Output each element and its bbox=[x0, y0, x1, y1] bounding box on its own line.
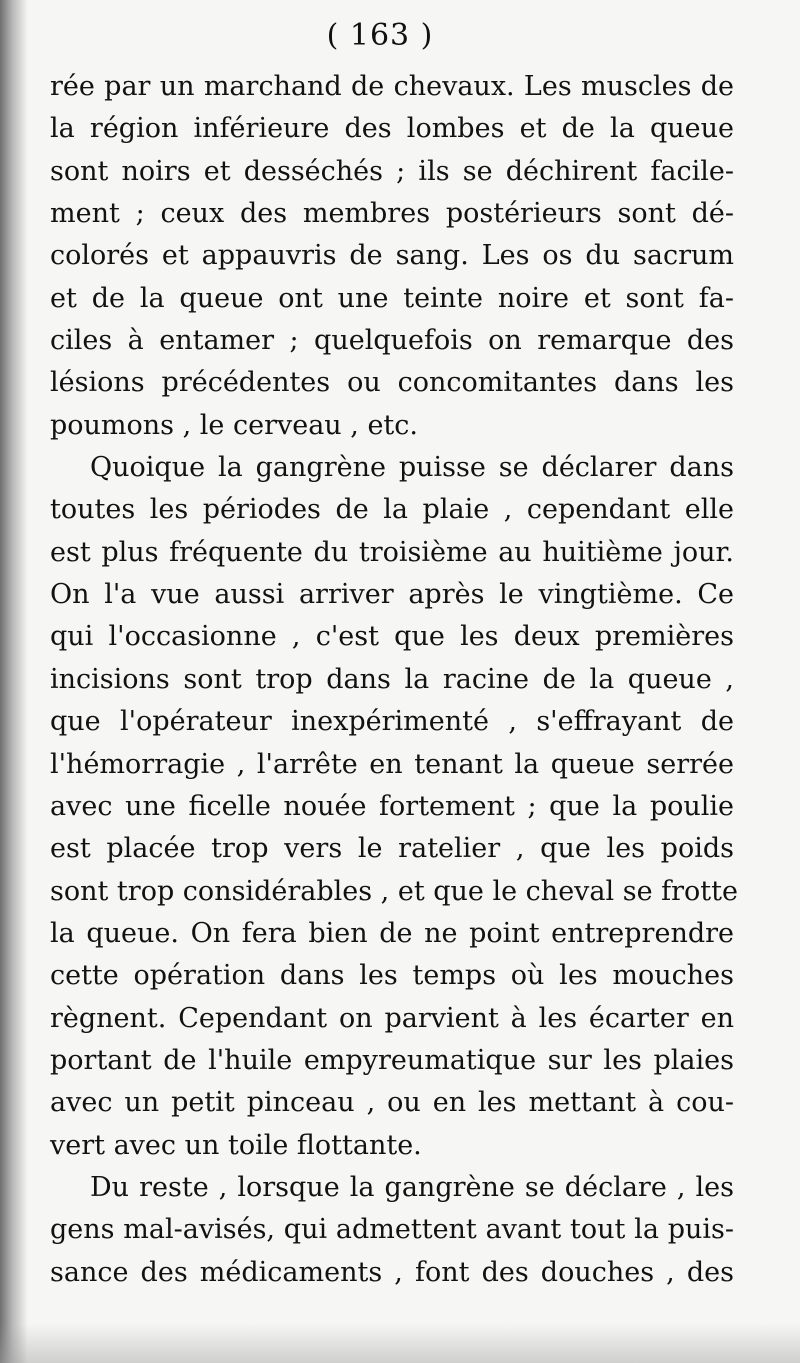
text-line: toutes les périodes de la plaie , cependant elle bbox=[50, 494, 734, 526]
text-line: portant de l'huile empyreumatique sur les plaies bbox=[50, 1044, 734, 1076]
text-line: avec une ficelle nouée fortement ; que la poulie bbox=[50, 790, 734, 822]
text-line: la queue. On fera bien de ne point entreprendre bbox=[50, 917, 734, 949]
text-line: qui l'occasionne , c'est que les deux premières bbox=[50, 621, 734, 653]
text-line: est placée trop vers le ratelier , que les poids bbox=[50, 833, 734, 865]
text-line: poumons , le cerveau , etc. bbox=[50, 409, 418, 441]
text-line: colorés et appauvris de sang. Les os du sacrum bbox=[50, 240, 734, 272]
text-line: vert avec un toile flottante. bbox=[50, 1129, 422, 1161]
text-line: la région inférieure des lombes et de la queue bbox=[50, 113, 734, 145]
body-text bbox=[50, 66, 738, 1294]
text-line: incisions sont trop dans la racine de la queue , bbox=[50, 663, 734, 695]
page-binding-shadow bbox=[0, 0, 28, 1363]
text-line: que l'opérateur inexpérimenté , s'effrayant de bbox=[50, 706, 734, 738]
text-line: On l'a vue aussi arriver après le vingtième. Ce bbox=[50, 579, 734, 611]
text-line: est plus fréquente du troisième au huitième jour. bbox=[50, 536, 734, 568]
text-line: ment ; ceux des membres postérieurs sont dé- bbox=[50, 198, 734, 230]
text-line: ciles à entamer ; quelquefois on remarque des bbox=[50, 325, 734, 357]
paragraph-first-line: Du reste , lorsque la gangrène se déclare , les bbox=[90, 1171, 734, 1203]
text-line: gens mal-avisés, qui admettent avant tout la puis- bbox=[50, 1214, 734, 1246]
text-line: sance des médicaments , font des douches , des bbox=[50, 1256, 734, 1288]
text-line: cette opération dans les temps où les mouches bbox=[50, 960, 734, 992]
text-line: règnent. Cependant on parvient à les écarter en bbox=[50, 1002, 734, 1034]
text-line: et de la queue ont une teinte noire et sont fa- bbox=[50, 282, 734, 314]
text-line: avec un petit pinceau , ou en les mettant à cou- bbox=[50, 1087, 734, 1119]
text-line: l'hémorragie , l'arrête en tenant la queue serrée bbox=[50, 748, 734, 780]
paragraph-first-line: Quoique la gangrène puisse se déclarer dans bbox=[90, 452, 734, 484]
text-line: rée par un marchand de chevaux. Les muscles de bbox=[50, 71, 734, 102]
page-bottom-shadow bbox=[0, 1323, 800, 1363]
text-line: sont noirs et desséchés ; ils se déchirent facile- bbox=[50, 155, 734, 187]
text-line: sont trop considérables , et que le cheval se frotte bbox=[50, 875, 738, 907]
text-line: lésions précédentes ou concomitantes dans les bbox=[50, 367, 734, 399]
page-number: ( 163 ) bbox=[326, 18, 434, 53]
